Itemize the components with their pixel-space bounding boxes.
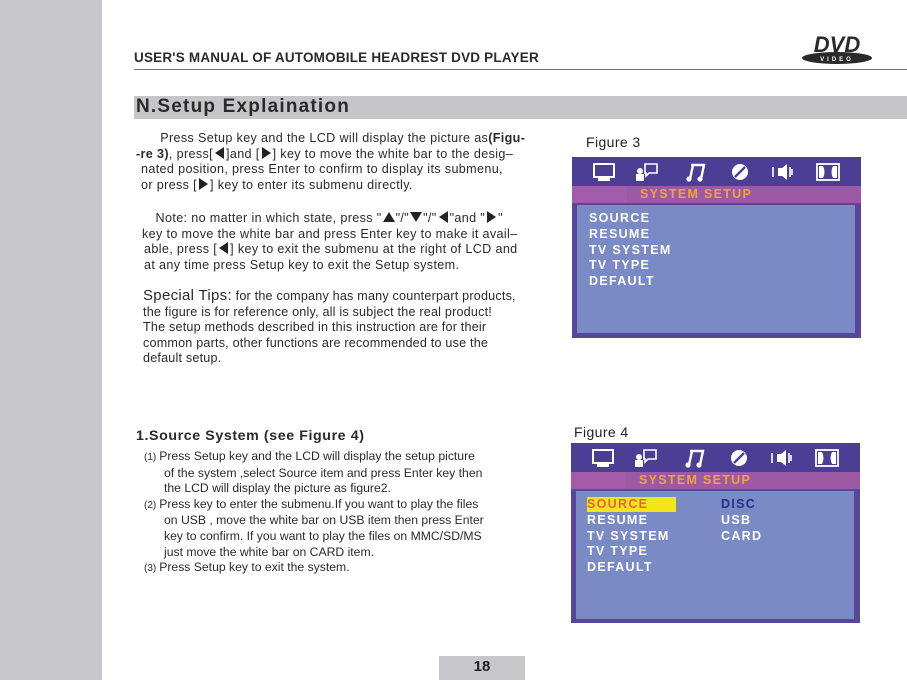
system-monitor-icon — [591, 448, 615, 468]
menu-item-tv-system[interactable]: TV SYSTEM — [587, 529, 670, 543]
intro-text: ] key to enter its submenu directly. — [210, 177, 413, 192]
note-text: at any time press Setup key to exit the Setup system. — [144, 257, 460, 272]
figure-ref: -re 3) — [136, 146, 169, 161]
menu-item-tv-system[interactable]: TV SYSTEM — [589, 243, 672, 257]
special-tips — [143, 288, 516, 367]
note-text: "/" — [395, 211, 410, 225]
figure4-lcd-panel — [571, 443, 860, 623]
left-arrow-icon — [439, 211, 448, 223]
tips-label: Special Tips: — [143, 287, 232, 304]
manual-title: USER'S MANUAL OF AUTOMOBILE HEADREST DVD PLAYER — [134, 50, 539, 65]
note-text: ] key to exit the submenu at the right of LCD and — [230, 242, 518, 257]
figure3-caption: Figure 3 — [586, 134, 641, 150]
menu-item-source[interactable]: SOURCE — [589, 211, 651, 225]
step-text: just move the white bar on CARD item. — [164, 544, 374, 559]
lcd-menu-title: SYSTEM SETUP — [639, 473, 752, 487]
submenu-item-usb[interactable]: USB — [721, 513, 752, 527]
menu-item-tv-type[interactable]: TV TYPE — [589, 258, 651, 272]
step-number: (2) — [144, 499, 157, 511]
figure-ref: (Figu- — [488, 131, 526, 145]
video-disc-icon — [728, 162, 752, 182]
step-text: Press key to enter the submenu.If you want to play the files — [159, 496, 479, 511]
menu-item-tv-type[interactable]: TV TYPE — [587, 544, 649, 558]
intro-text: nated position, press Enter to confirm to display its submenu, — [141, 162, 503, 177]
figure4-caption: Figure 4 — [574, 424, 629, 440]
step-number: (1) — [144, 452, 157, 463]
menu-item-resume[interactable]: RESUME — [589, 227, 651, 241]
dvd-video-logo — [800, 30, 874, 66]
page-number: 18 — [473, 658, 491, 675]
note-text: " — [498, 211, 503, 225]
intro-text: or press [ — [141, 177, 197, 192]
left-arrow-icon — [215, 147, 224, 159]
right-arrow-icon — [262, 147, 271, 159]
note-text: key to move the white bar and press Enter key to make it avail– — [142, 226, 518, 241]
step-text: key to confirm. If you want to play the files on MMC/SD/MS — [164, 528, 482, 543]
tips-text: common parts, other functions are recommended to use the — [143, 335, 489, 350]
down-arrow-icon — [410, 212, 422, 222]
step-text: the LCD will display the picture as figure2. — [164, 481, 391, 496]
video-disc-icon — [727, 448, 751, 468]
submenu-item-disc[interactable]: DISC — [721, 497, 757, 511]
menu-item-default[interactable]: DEFAULT — [589, 274, 655, 288]
source-system-heading: 1.Source System (see Figure 4) — [136, 428, 365, 444]
step-text: of the system ,select Source item and press Enter key then — [164, 465, 483, 480]
step-text: Press Setup key and the LCD will display the setup picture — [159, 449, 475, 463]
menu-item-source-selected[interactable]: SOURCE — [587, 497, 676, 512]
source-system-steps — [144, 449, 484, 577]
section-title: N.Setup Explaination — [136, 96, 351, 117]
step-number: (3) — [144, 563, 157, 575]
audio-music-icon — [683, 448, 707, 468]
speaker-icon — [769, 448, 793, 468]
tips-text: The setup methods described in this instruction are for their — [143, 320, 487, 335]
note-text: able, press [ — [144, 242, 218, 257]
language-person-icon — [634, 162, 658, 182]
note-text: "and " — [449, 211, 486, 225]
lcd-title-tab — [571, 472, 626, 489]
note-text: Note: no matter in which state, press " — [155, 211, 382, 225]
system-monitor-icon — [592, 162, 616, 182]
dolby-icon — [815, 448, 839, 468]
step-text: Press Setup key to exit the system. — [159, 560, 350, 575]
tips-text: the figure is for reference only, all is subject the real product! — [143, 304, 492, 319]
svg-text:DVD: DVD — [813, 32, 861, 57]
svg-text:VIDEO: VIDEO — [820, 57, 854, 63]
intro-text: ] key to move the white bar to the desig– — [272, 146, 514, 161]
menu-item-default[interactable]: DEFAULT — [587, 560, 653, 574]
note-paragraph — [144, 211, 518, 273]
speaker-icon — [770, 162, 794, 182]
intro-text: ]and [ — [226, 146, 260, 161]
tips-text: for the company has many counterpart products, — [231, 289, 516, 303]
intro-text: Press Setup key and the LCD will display the picture as — [160, 131, 489, 145]
menu-item-resume[interactable]: RESUME — [587, 513, 649, 527]
lcd-menu-title: SYSTEM SETUP — [640, 187, 753, 201]
intro-paragraph — [136, 131, 526, 193]
up-arrow-icon — [383, 212, 395, 222]
header-rule — [134, 69, 907, 70]
lcd-title-tab — [572, 186, 627, 203]
right-arrow-icon — [199, 178, 208, 190]
figure3-lcd-panel — [572, 157, 861, 338]
submenu-item-card[interactable]: CARD — [721, 529, 763, 543]
step-text: on USB , move the white bar on USB item then press Enter — [164, 513, 484, 528]
tips-text: default setup. — [143, 351, 222, 366]
dolby-icon — [816, 162, 840, 182]
language-person-icon — [633, 448, 657, 468]
left-margin-band — [0, 0, 102, 680]
right-arrow-icon — [487, 211, 496, 223]
left-arrow-icon — [219, 242, 228, 254]
note-text: "/" — [423, 211, 437, 225]
intro-text: , press[ — [168, 146, 213, 161]
audio-music-icon — [684, 162, 708, 182]
